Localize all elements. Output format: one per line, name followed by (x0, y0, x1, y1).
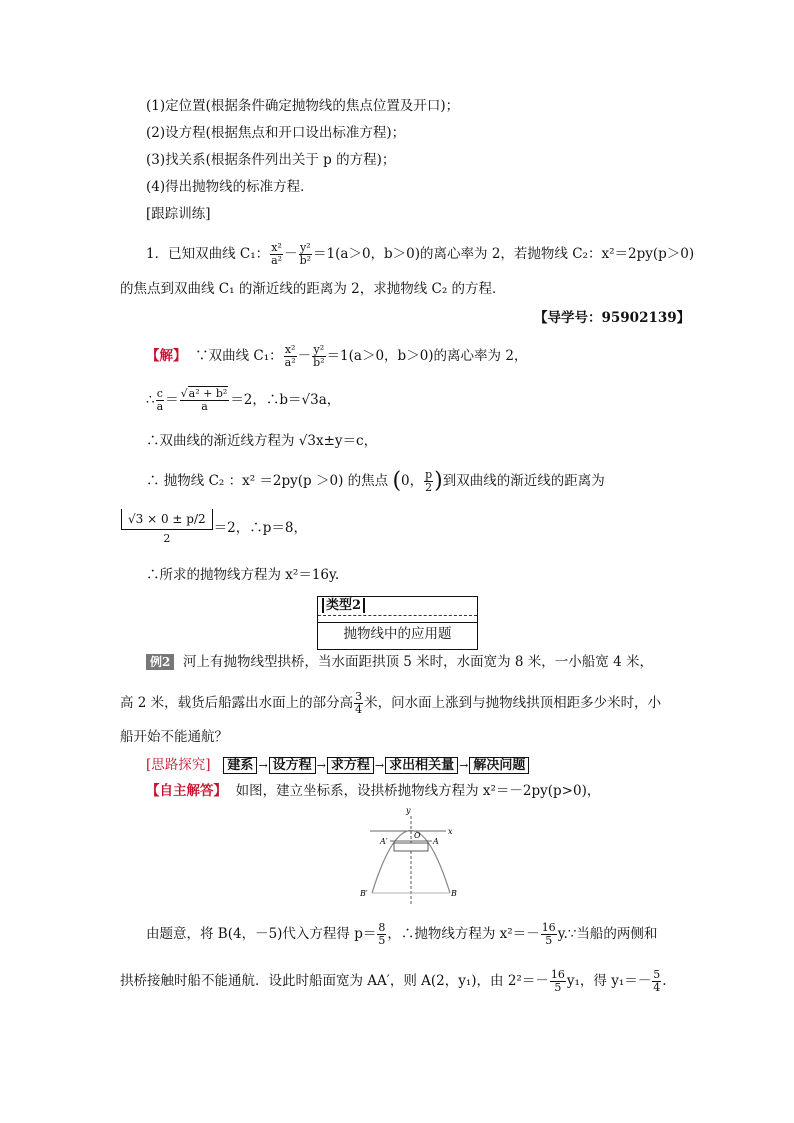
final-line-1: 由题意，将 B(4，－5)代入方程得 p＝ $\frac{8}{5}$ ，∴抛物线方程为 x²＝－ $\frac{16}{5}$ y.∵当船的两侧和 (146, 921, 658, 947)
problem-1-line-2: 的焦点到双曲线 C₁ 的渐近线的距离为 2，求抛物线 C₂ 的方程． (120, 281, 506, 297)
arrow-icon: → (374, 759, 385, 772)
label-b-prime: B′ (360, 889, 368, 898)
label-a-prime: A′ (380, 837, 388, 846)
fraction-p-2: $\frac{p}{2}$ (425, 468, 433, 494)
bridge-figure (356, 808, 466, 908)
fraction-5-4: $\frac{5}{4}$ (653, 968, 661, 994)
boat-rect (394, 843, 428, 851)
fraction-y2-b2: $\frac{\text{y²}}{\text{b²}}$ (299, 241, 312, 267)
problem-1-text-a: 1．已知双曲线 C₁： (146, 246, 270, 262)
chip-solve-problem: 解决问题 (469, 757, 529, 774)
final-line-2: 拱桥接触时船不能通航．设此时船面宽为 AA′，则 A(2，y₁)，由 2²＝－ $\frac{16}{5}$ y₁，得 y₁＝－ $\frac{5}{4}$ . (120, 968, 667, 994)
type-box-title: 类型2 (318, 597, 477, 616)
fraction-8-5: $\frac{8}{5}$ (378, 921, 386, 947)
fraction-y2-b2-sol: $\frac{\text{y²}}{\text{b²}}$ (313, 343, 325, 369)
step-4: (4)得出抛物线的标准方程． (146, 179, 314, 195)
fraction-16-5: $\frac{16}{5}$ (541, 921, 556, 947)
label-o: O (414, 831, 421, 840)
label-x: x (448, 827, 453, 836)
type-box (317, 596, 478, 650)
chip-solve-equation: 求方程 (327, 757, 374, 774)
thinking-tag: [思路探究] (146, 757, 211, 773)
label-b: B (451, 889, 457, 898)
solution-tag: 【解】 (146, 348, 187, 364)
label-a: A (433, 837, 439, 846)
example-line-2: 高 2 米，载货后船露出水面上的部分高 $\frac{3}{4}$ 米，问水面上涨到与抛物线拱顶相距多少米时，小 (120, 690, 662, 716)
example-line-1: 例2 河上有抛物线型拱桥，当水面距拱顶 5 米时，水面宽为 8 米，一小船宽 4 米， (146, 653, 653, 671)
arrow-icon: → (258, 759, 268, 772)
self-answer-tag: 【自主解答】 (146, 783, 227, 799)
chip-set-equation: 设方程 (269, 757, 316, 774)
label-y: y (406, 808, 411, 815)
example-line-3: 船开始不能通航？ (120, 729, 228, 745)
fraction-sqrt-a: $\frac{\text{√a² + b²}}{a}$ (180, 387, 228, 413)
self-answer-line: 【自主解答】 如图，建立坐标系，设拱桥抛物线方程为 x²＝－2py(p>0)， (146, 783, 601, 799)
tracking-heading: [跟踪训练] (146, 206, 211, 222)
arrow-icon: → (459, 759, 469, 772)
solution-line-5: $\frac{√3 \times 0 \pm p/2}{2}$ ＝2，∴p＝8， (120, 509, 307, 548)
fraction-c-a: $\frac{c}{a}$ (156, 387, 164, 413)
solution-line-4: ∴ 抛物线 C₂ ：x² ＝2py(p ＞0) 的焦点 (0， $\frac{p}{2}$ )到双曲线的渐近线的距离为 (146, 468, 605, 494)
fraction-3-4: $\frac{3}{4}$ (355, 690, 363, 716)
step-3: (3)找关系(根据条件列出关于 p 的方程)； (146, 152, 396, 168)
fraction-x2-a2: $\frac{\text{x²}}{\text{a²}}$ (271, 241, 283, 267)
step-1: (1)定位置(根据条件确定抛物线的焦点位置及开口)； (146, 98, 460, 114)
solution-line-6: ∴所求的抛物线方程为 x²＝16y. (146, 567, 340, 583)
solution-line-2: ∴ $\frac{c}{a}$ ＝ $\frac{\text{√a² + b²}}{a}$ ＝2，∴b＝√3a， (146, 387, 341, 413)
chip-coordinate-system: 建系 (223, 757, 257, 774)
type-box-subtitle: 抛物线中的应用题 (343, 626, 452, 642)
step-2: (2)设方程(根据焦点和开口设出标准方程)； (146, 125, 406, 141)
guide-number: 【导学号：95902139】 (534, 310, 691, 326)
fraction-x2-a2-sol: $\frac{\text{x²}}{\text{a²}}$ (284, 343, 296, 369)
solution-line-1: 【解】 ∵双曲线 C₁： $\frac{\text{x²}}{\text{a²}}$ － $\frac{\text{y²}}{\text{b²}}$ ＝1(a＞0，b＞0)的离心率为 2， (146, 343, 528, 369)
thinking-row (146, 756, 529, 775)
problem-1-line-1: 1．已知双曲线 C₁： $\frac{\text{x²}}{\text{a²}}$ － $\frac{\text{y²}}{\text{b²}}$ ＝1(a＞0，b＞0)的离心率为 2，若抛物线 C₂：x²＝2py(p＞0) (146, 241, 695, 267)
chip-find-quantity: 求出相关量 (385, 757, 458, 774)
example-badge: 例2 (146, 654, 174, 670)
solution-line-3: ∴双曲线的渐近线方程为 √3x±y＝c， (146, 433, 378, 449)
problem-1-text-b: ＝1(a＞0，b＞0)的离心率为 2，若抛物线 C₂：x²＝2py(p＞0) (313, 246, 695, 262)
arrow-icon: → (316, 759, 326, 772)
fraction-distance: $\frac{√3 \times 0 \pm p/2}{2}$ (121, 509, 213, 548)
fraction-16-5-b: $\frac{16}{5}$ (550, 968, 565, 994)
